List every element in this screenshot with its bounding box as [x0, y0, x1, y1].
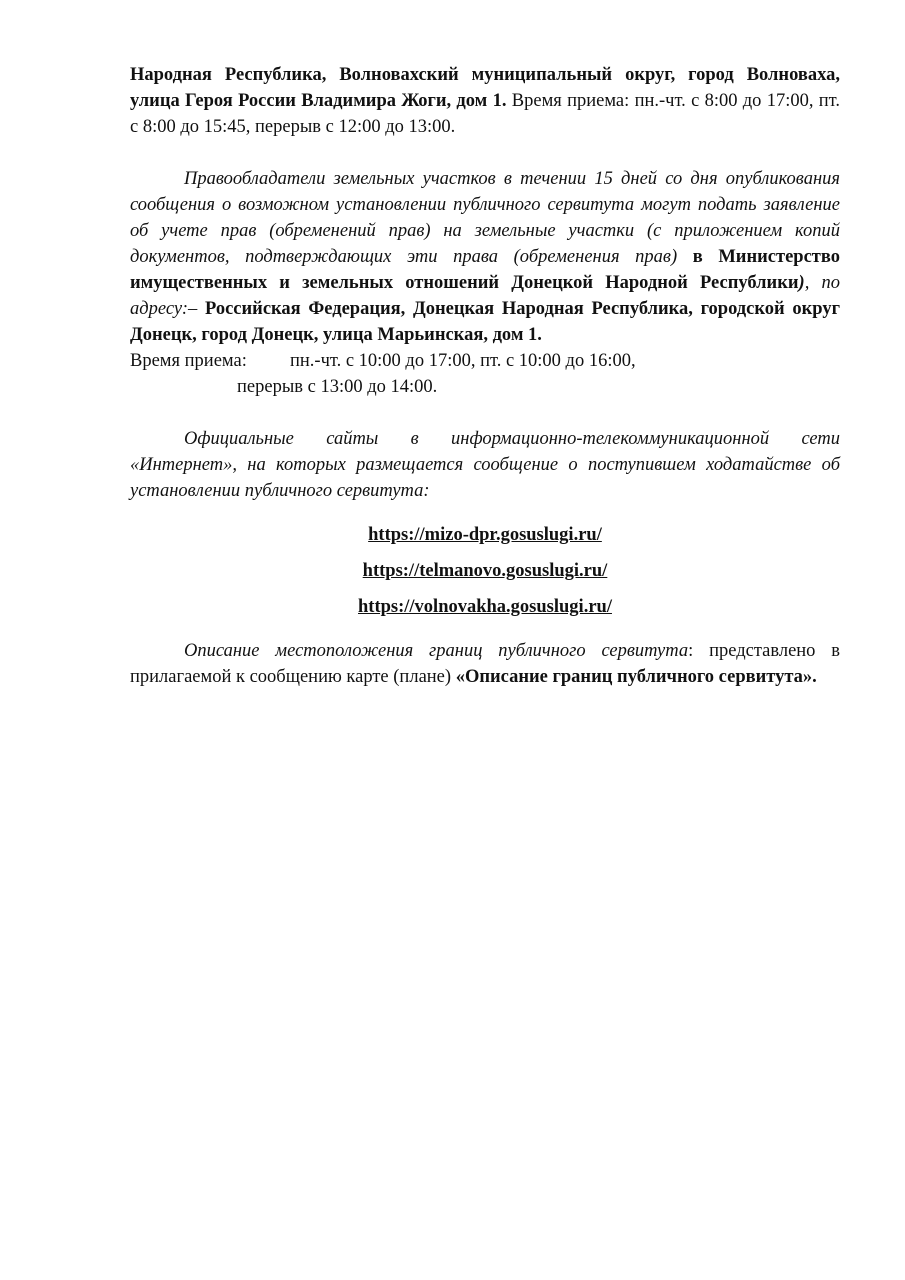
boundary-text: представлено в прилагаемой к сообщению карте (плане): [130, 641, 840, 687]
link-volnovakha[interactable]: https://volnovakha.gosuslugi.ru/: [358, 597, 612, 617]
hours-label: Время приема:: [130, 351, 247, 371]
donetsk-address: Российская Федерация, Донецкая Народная Республика, городской округ Донецк, город Донецк, улица Марьинская, дом 1.: [130, 299, 841, 345]
boundary-description-paragraph: [130, 638, 840, 690]
dash: –: [188, 299, 198, 319]
rights-holders-intro: Правообладатели земельных участков в течении 15 дней со дня опубликования сообщения о возможном установлении публичного сервитута могут подать заявление об учете прав (обременений прав) на земельные участки (с приложением копий документов, подтверждающих эти права (обременения прав): [130, 169, 840, 267]
hours-days: пн.-чт. с 10:00 до 17:00, пт. с 10:00 до 16:00,: [290, 351, 636, 371]
volnovakha-hours: Время приема: пн.-чт. с 8:00 до 17:00, пт. с 8:00 до 15:45, перерыв с 12:00 до 13:00.: [130, 91, 840, 137]
colon: :: [688, 641, 694, 661]
document-page: [130, 62, 840, 690]
spacer: [130, 400, 840, 426]
hours-break: перерыв с 13:00 до 14:00.: [237, 377, 438, 397]
spacer: [130, 630, 840, 638]
boundary-title: «Описание границ публичного сервитута».: [455, 667, 817, 687]
address-prefix: , по адресу:: [130, 273, 840, 319]
donetsk-hours-line2: [130, 374, 840, 400]
ministry-name: в Министерство имущественных и земельных отношений Донецкой Народной Республики: [130, 247, 840, 293]
volnovakha-address-paragraph: [130, 62, 840, 140]
donetsk-hours-line1: [130, 348, 840, 374]
boundary-label: Описание местоположения границ публичного сервитута: [184, 641, 689, 661]
close-paren: ): [798, 273, 805, 293]
link-mizo-dpr[interactable]: https://mizo-dpr.gosuslugi.ru/: [368, 525, 602, 545]
link-telmanovo[interactable]: https://telmanovo.gosuslugi.ru/: [362, 561, 608, 581]
official-sites-paragraph: Официальные сайты в информационно-телекоммуникационной сети «Интернет», на которых размещается сообщение о поступившем ходатайстве об установлении публичного сервитута:: [130, 429, 840, 501]
volnovakha-address: Народная Республика, Волновахский муниципальный округ, город Волноваха, улица Героя России Владимира Жоги, дом 1.: [130, 65, 840, 111]
rights-holders-paragraph: [130, 166, 840, 348]
spacer: [130, 140, 840, 166]
links-list: [130, 522, 840, 620]
